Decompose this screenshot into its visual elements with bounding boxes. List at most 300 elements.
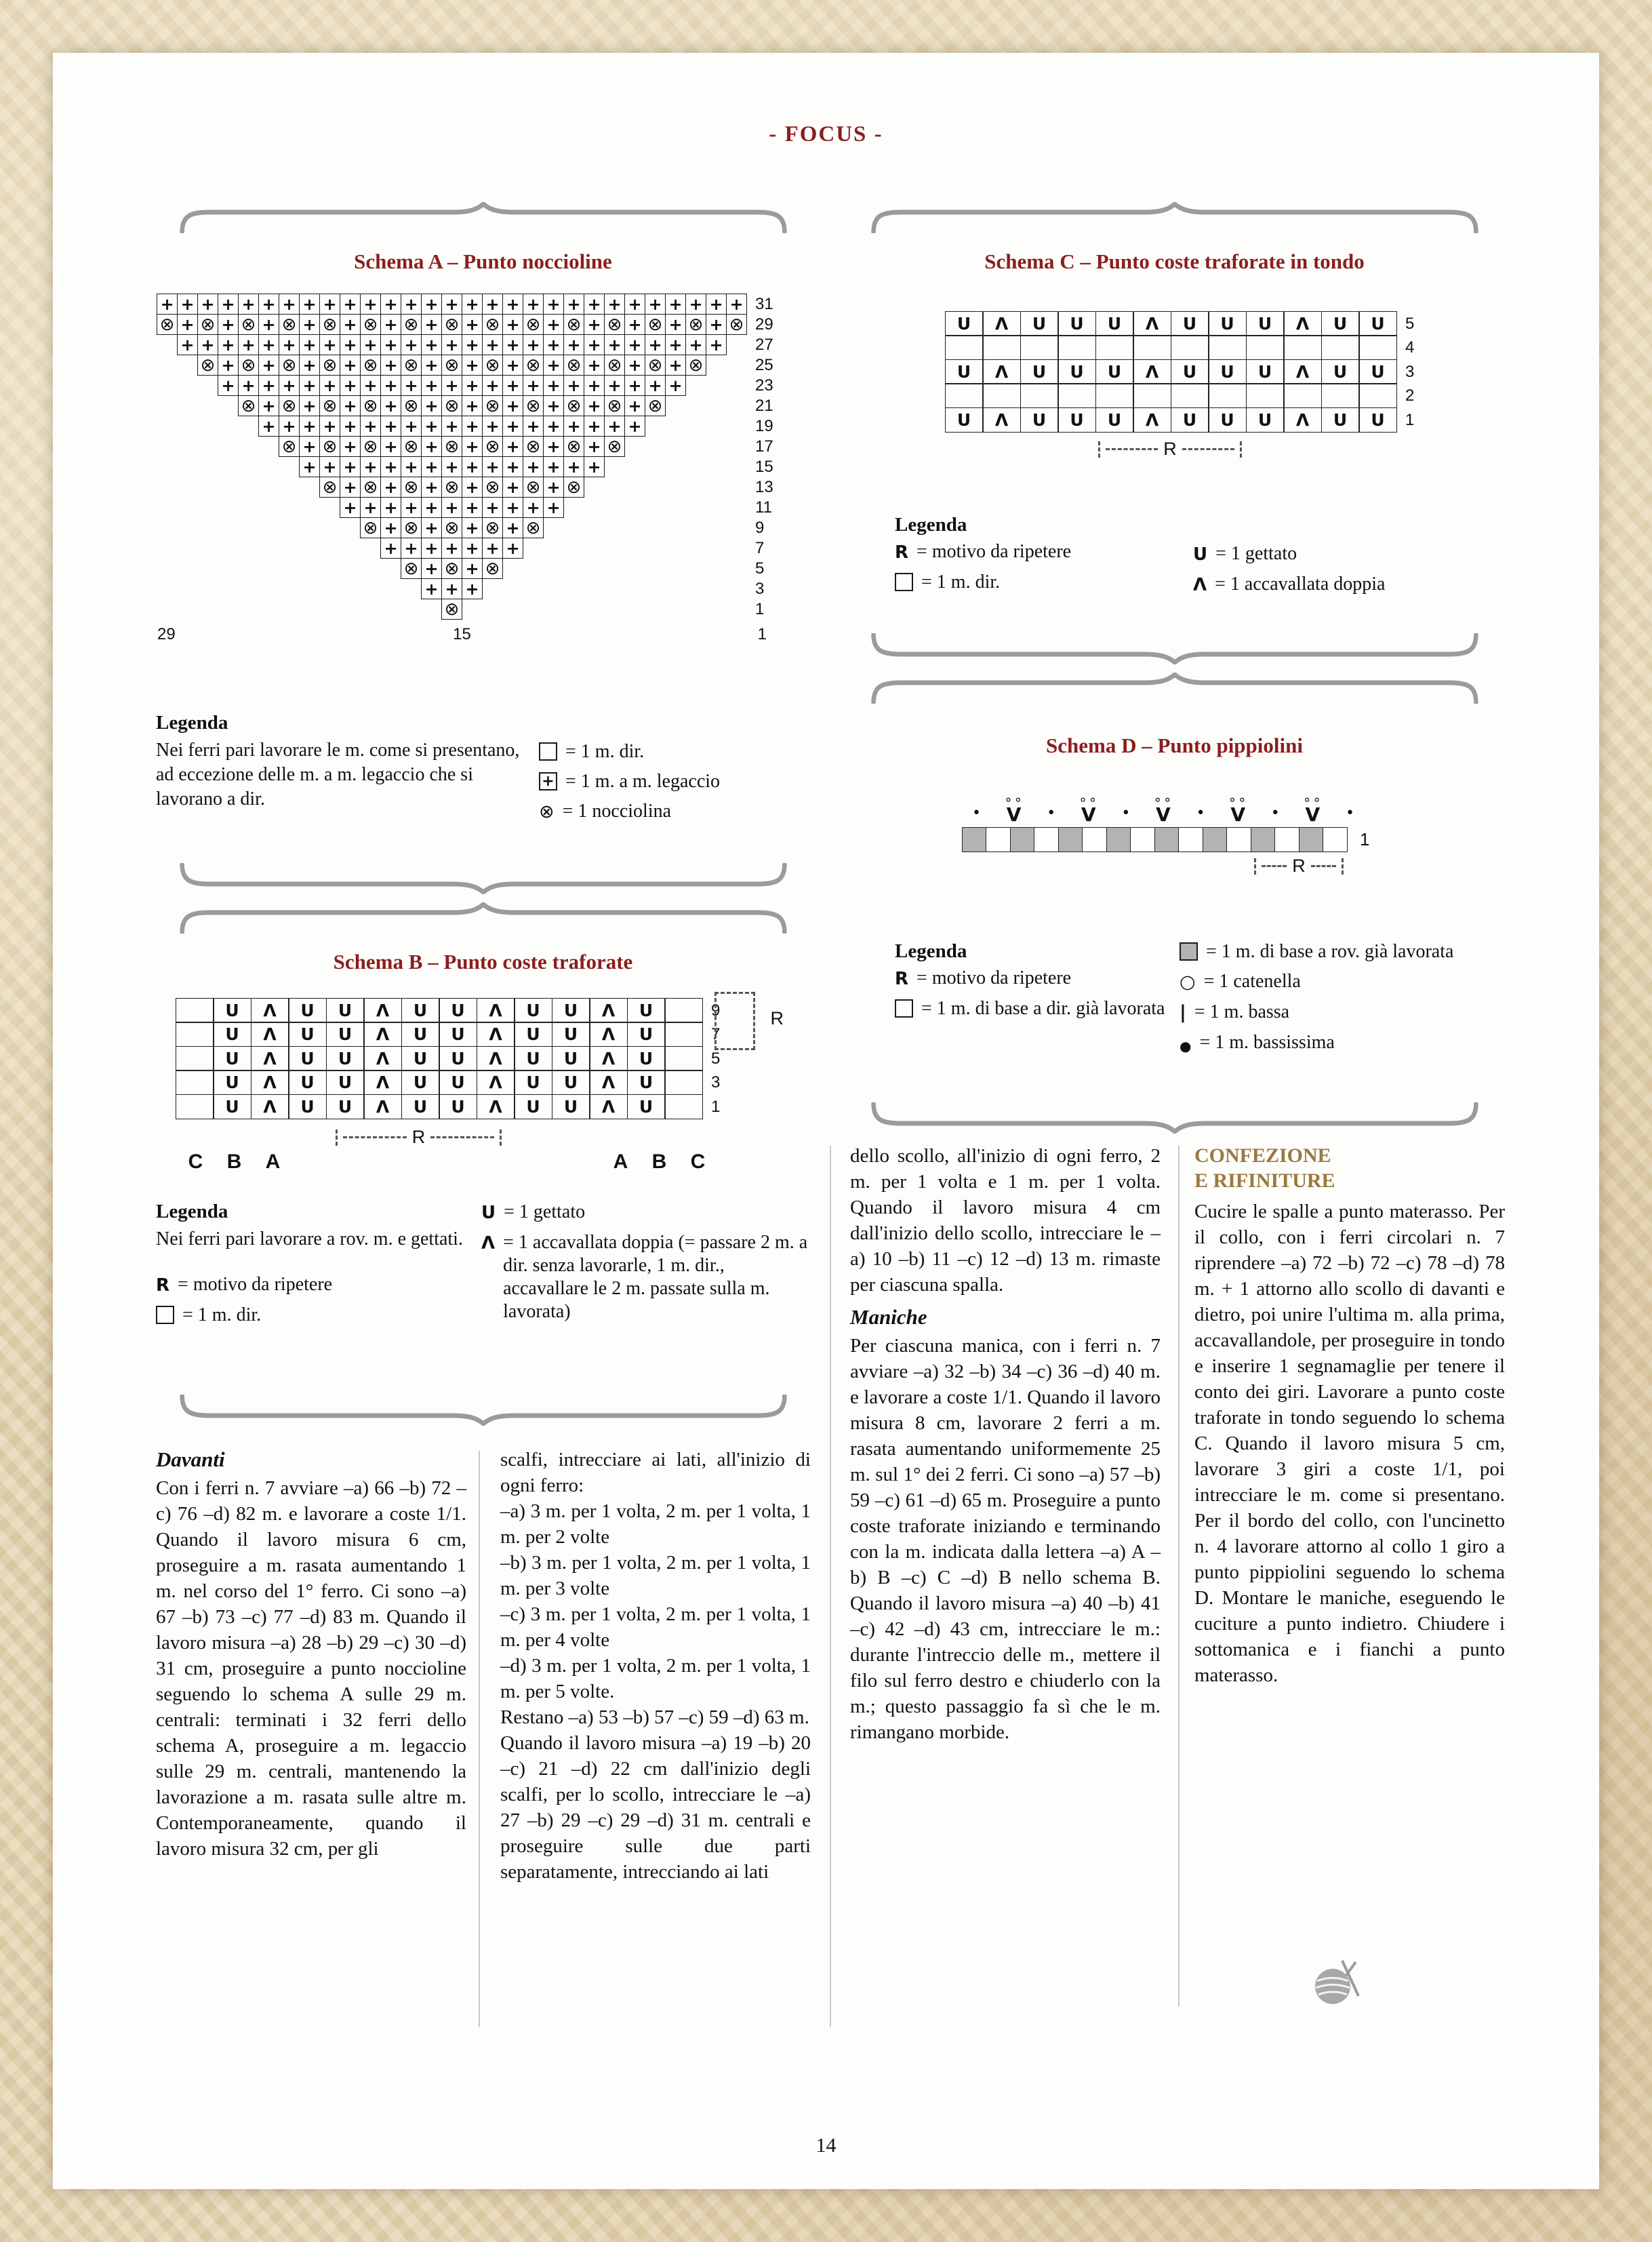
- garter-cell: +: [380, 314, 401, 335]
- chart-spacer: [665, 477, 686, 498]
- chart-spacer: [340, 517, 361, 538]
- slip-stitch-icon: ●: [1180, 1037, 1192, 1054]
- brace-top-icon: [178, 902, 788, 934]
- chart-spacer: [299, 517, 320, 538]
- garter-cell: +: [421, 578, 442, 599]
- garter-cell: +: [360, 294, 381, 315]
- chart-row: [157, 477, 810, 498]
- garter-cell: +: [380, 355, 401, 376]
- garter-cell: +: [299, 314, 320, 335]
- paragraph: Quando il lavoro misura –a) 19 –b) 20 –c) 21 –d) 22 cm dall'inizio degli scalfi, per lo scollo, intrecciare le –a) 27 –b) 29 –c) 29 –d) 31 m. centrali e proseguire sulle due parti separatamente, intrecciando ai lati: [500, 1732, 811, 1883]
- knit-cell: [1208, 335, 1247, 360]
- bracket-dash: [343, 1136, 407, 1138]
- chart-row: [157, 538, 810, 559]
- knit-cell: [1095, 335, 1134, 360]
- chart-spacer: [360, 538, 381, 559]
- knit-square-icon: [895, 999, 913, 1018]
- garter-cell: +: [523, 497, 544, 518]
- garter-cell: +: [482, 294, 503, 315]
- chart-spacer: [279, 497, 300, 518]
- garter-cell: +: [340, 355, 361, 376]
- chart-row: [176, 999, 752, 1023]
- knit-cell: [1171, 383, 1209, 408]
- chart-spacer: [177, 456, 198, 477]
- garter-cell: +: [685, 334, 706, 355]
- bobble-cell: ⊗: [482, 558, 503, 579]
- chart-spacer: [645, 477, 666, 498]
- garter-cell: +: [543, 395, 564, 416]
- row-number: 5: [1405, 314, 1415, 333]
- garter-cell: +: [441, 334, 462, 355]
- chart-spacer: [218, 416, 239, 437]
- decrease-cell: Λ: [251, 1046, 289, 1071]
- chart-spacer: [197, 477, 218, 498]
- bobble-cell: ⊗: [279, 436, 300, 457]
- garter-cell: +: [584, 314, 605, 335]
- decrease-cell: Λ: [477, 1070, 515, 1095]
- chart-spacer: [624, 436, 645, 457]
- garter-cell: +: [380, 294, 401, 315]
- column-divider: [830, 1146, 831, 2027]
- yarnover-cell: U: [945, 311, 984, 336]
- garter-cell: +: [502, 334, 523, 355]
- page-header: - FOCUS -: [769, 122, 883, 146]
- chart-spacer: [726, 334, 747, 355]
- decrease-cell: Λ: [1133, 407, 1171, 433]
- garter-cell: +: [462, 538, 483, 559]
- garter-cell: +: [380, 538, 401, 559]
- yarnover-cell: U: [514, 998, 552, 1023]
- chart-spacer: [238, 456, 259, 477]
- chart-spacer: [238, 416, 259, 437]
- chart-spacer: [258, 477, 279, 498]
- chart-spacer: [238, 578, 259, 599]
- chart-spacer: [624, 538, 645, 559]
- bobble-cell: ⊗: [360, 517, 381, 538]
- chart-row: [946, 312, 1502, 336]
- garter-cell: +: [258, 395, 279, 416]
- garter-cell: +: [523, 456, 544, 477]
- knit-cell: [1246, 335, 1285, 360]
- garter-cell: +: [380, 477, 401, 498]
- chart-spacer: [706, 355, 727, 376]
- legend-heading: Legenda: [156, 1200, 228, 1222]
- legend-text: = 1 nocciolina: [562, 801, 672, 822]
- brace-top-icon: [178, 202, 788, 233]
- garter-cell: +: [584, 375, 605, 396]
- garter-cell: +: [401, 538, 422, 559]
- chart-spacer: [380, 599, 401, 620]
- row-number: 21: [755, 397, 773, 415]
- yarnover-cell: U: [1057, 311, 1096, 336]
- chart-spacer: [604, 599, 625, 620]
- yarnover-cell: U: [439, 1046, 477, 1071]
- schema-c-repeat-bracket: [1098, 438, 1242, 461]
- garter-cell: +: [441, 416, 462, 437]
- knit-cell: [1171, 335, 1209, 360]
- decrease-cell: Λ: [477, 998, 515, 1023]
- knit-cell: [176, 1094, 214, 1119]
- garter-cell: +: [624, 314, 645, 335]
- yarnover-cell: U: [1095, 311, 1134, 336]
- chart-spacer: [645, 456, 666, 477]
- yarnover-cell: U: [552, 1046, 590, 1071]
- decrease-cell: Λ: [982, 407, 1021, 433]
- chart-spacer: [157, 334, 178, 355]
- garter-cell: +: [482, 538, 503, 559]
- chart-spacer: [197, 599, 218, 620]
- bobble-cell: ⊗: [563, 314, 584, 335]
- schema-d-repeat-bracket: [1254, 855, 1344, 878]
- legend-item: [895, 997, 1166, 1020]
- garter-cell: +: [523, 375, 544, 396]
- yarnover-cell: U: [1020, 311, 1059, 336]
- yarnover-cell: U: [288, 1094, 327, 1119]
- garter-cell: +: [218, 355, 239, 376]
- davanti-heading: Davanti: [156, 1447, 225, 1471]
- bobble-cell: ⊗: [645, 395, 666, 416]
- chart-row: [157, 294, 810, 315]
- dot-icon: •: [1196, 804, 1205, 822]
- chart-row: [157, 518, 810, 538]
- chart-spacer: [665, 395, 686, 416]
- garter-cell: +: [502, 538, 523, 559]
- bobble-cell: ⊗: [441, 599, 462, 620]
- chart-spacer: [543, 538, 564, 559]
- decrease-cell: Λ: [589, 1022, 628, 1047]
- legend-heading: Legenda: [895, 940, 967, 962]
- bobble-cell: ⊗: [401, 355, 422, 376]
- decrease-cell: Λ: [477, 1094, 515, 1119]
- paragraph: Restano –a) 53 –b) 57 –c) 59 –d) 63 m.: [500, 1706, 809, 1728]
- legend-symbols: [1193, 542, 1502, 603]
- legend-item: [1180, 1001, 1502, 1024]
- yarnover-cell: U: [1095, 407, 1134, 433]
- garter-cell: +: [563, 456, 584, 477]
- garter-cell: +: [462, 416, 483, 437]
- yarnover-cell: U: [1208, 407, 1247, 433]
- legend-item: [481, 1231, 810, 1323]
- dot-icon: •: [1345, 804, 1354, 822]
- chart-spacer: [706, 497, 727, 518]
- knit-cell: [1133, 335, 1171, 360]
- garter-cell: +: [624, 294, 645, 315]
- garter-cell: +: [624, 395, 645, 416]
- bracket-dash: [1106, 448, 1158, 450]
- garter-cell: +: [462, 436, 483, 457]
- chart-spacer: [197, 456, 218, 477]
- purl-base-cell: [1106, 827, 1131, 852]
- chart-spacer: [685, 456, 706, 477]
- yarnover-cell: U: [514, 1070, 552, 1095]
- row-number: 23: [755, 376, 773, 395]
- purl-base-cell: [1010, 827, 1035, 852]
- bobble-cell: ⊗: [197, 314, 218, 335]
- decrease-cell: Λ: [477, 1046, 515, 1071]
- schema-b-chart: [176, 999, 752, 1119]
- yarnover-cell: U: [213, 1094, 251, 1119]
- yarnover-cell: U: [288, 1046, 327, 1071]
- decrease-cell: Λ: [982, 311, 1021, 336]
- bobble-cell: ⊗: [563, 477, 584, 498]
- chart-spacer: [645, 517, 666, 538]
- garter-cell: +: [584, 456, 605, 477]
- chart-spacer: [258, 599, 279, 620]
- knit-cell: [664, 1070, 703, 1095]
- chart-spacer: [624, 497, 645, 518]
- chart-spacer: [157, 599, 178, 620]
- garter-cell: +: [401, 294, 422, 315]
- schema-a-bottom-labels: [157, 625, 767, 647]
- garter-cell: +: [380, 517, 401, 538]
- chart-row: [157, 599, 810, 620]
- chart-spacer: [218, 578, 239, 599]
- chart-spacer: [279, 456, 300, 477]
- yarnover-cell: U: [1246, 359, 1285, 384]
- garter-cell: +: [319, 294, 340, 315]
- chart-spacer: [360, 578, 381, 599]
- chart-spacer: [197, 436, 218, 457]
- row-number: 27: [755, 336, 773, 354]
- chart-spacer: [197, 395, 218, 416]
- bobble-icon: ⊗: [539, 801, 555, 822]
- yarnover-cell: U: [1057, 407, 1096, 433]
- row-repeat-dashed-box: [714, 992, 755, 1050]
- row-number: 29: [755, 315, 773, 334]
- knit-cell: [1321, 383, 1360, 408]
- brace-bottom-icon: [870, 633, 1480, 664]
- chart-spacer: [523, 558, 544, 579]
- garter-cell: +: [380, 395, 401, 416]
- chart-spacer: [726, 355, 747, 376]
- knit-square-icon: [156, 1306, 174, 1324]
- chart-spacer: [238, 538, 259, 559]
- garter-cell: +: [543, 497, 564, 518]
- paragraph: Per ciascuna manica, con i ferri n. 7 avviare –a) 32 –b) 34 –c) 36 –d) 40 m. e lavorare a coste 1/1. Quando il lavoro misura 8 cm, lavorare 2 ferri a m. rasata aumentando uniformemente 25 m. sul 1° dei 2 ferri. Ci sono –a) 57 –b) 59 –c) 61 –d) 65 m. Proseguire a punto coste traforate iniziando e terminando con la m. indicata dalla lettera –a) A –b) B –c) C –d) B nello schema B. Quando il lavoro misura –a) 40 –b) 41 –c) 42 –d) 43 cm, intrecciare le m.: durante l'intreccio delle m., mettere il filo sul ferro destro e chiuderlo con la m.; questo passaggio fa sì che le m. rimangano morbide.: [850, 1335, 1161, 1743]
- chart-spacer: [177, 599, 198, 620]
- yarnover-cell: U: [288, 1070, 327, 1095]
- legend-symbols: [895, 967, 1166, 1020]
- chart-spacer: [726, 416, 747, 437]
- chart-spacer: [258, 538, 279, 559]
- single-crochet-icon: |: [1180, 1001, 1186, 1023]
- chart-row: [157, 335, 810, 355]
- legend-item: [156, 1273, 465, 1297]
- garter-cell: +: [523, 416, 544, 437]
- knit-base-cell: [1034, 827, 1059, 852]
- yarnover-cell: U: [1171, 311, 1209, 336]
- knit-cell: [664, 1094, 703, 1119]
- garter-cell: +: [340, 375, 361, 396]
- chart-row: [157, 559, 810, 579]
- chart-spacer: [706, 436, 727, 457]
- bobble-cell: ⊗: [401, 395, 422, 416]
- bobble-cell: ⊗: [482, 314, 503, 335]
- chart-spacer: [177, 578, 198, 599]
- chart-row: [946, 384, 1502, 409]
- schema-a-title: Schema A – Punto noccioline: [354, 249, 612, 273]
- row-number: 15: [755, 458, 773, 476]
- garter-cell: +: [543, 355, 564, 376]
- column-letter: B: [226, 1150, 242, 1173]
- garter-cell: +: [279, 416, 300, 437]
- row-number: 3: [711, 1073, 721, 1092]
- garter-cell: +: [421, 436, 442, 457]
- chart-spacer: [299, 558, 320, 579]
- garter-cell: +: [421, 375, 442, 396]
- article-column-2: [500, 1447, 811, 1885]
- bobble-cell: ⊗: [441, 558, 462, 579]
- bobble-cell: ⊗: [319, 355, 340, 376]
- chart-spacer: [157, 477, 178, 498]
- row-number: 3: [1405, 362, 1415, 381]
- chart-row: [157, 416, 810, 437]
- knit-square-icon: [539, 742, 557, 761]
- purl-base-cell: [1154, 827, 1180, 852]
- legend-text: = 1 m. di base a rov. già lavorata: [1206, 940, 1454, 962]
- garter-cell: +: [462, 314, 483, 335]
- chart-spacer: [299, 477, 320, 498]
- yarnover-cell: U: [945, 407, 984, 433]
- bobble-cell: ⊗: [319, 395, 340, 416]
- garter-cell: +: [584, 436, 605, 457]
- bobble-cell: ⊗: [685, 314, 706, 335]
- yarnover-cell: U: [1321, 359, 1360, 384]
- garter-cell: +: [441, 294, 462, 315]
- bobble-cell: ⊗: [441, 517, 462, 538]
- stitch-number: 15: [453, 625, 471, 643]
- paragraph: –d) 3 m. per 1 volta, 2 m. per 1 volta, 1 m. per 5 volte.: [500, 1655, 811, 1702]
- garter-cell: +: [299, 436, 320, 457]
- decrease-cell: Λ: [1283, 407, 1322, 433]
- row-number: 2: [1405, 386, 1415, 405]
- garter-cell: +: [340, 334, 361, 355]
- bobble-cell: ⊗: [401, 477, 422, 498]
- chart-spacer: [421, 599, 442, 620]
- yarnover-cell: U: [1358, 311, 1397, 336]
- knit-cell: [1283, 383, 1322, 408]
- bobble-cell: ⊗: [441, 477, 462, 498]
- repeat-letter: R: [895, 542, 909, 563]
- chart-spacer: [279, 538, 300, 559]
- knit-cell: [176, 998, 214, 1023]
- column-letter: B: [651, 1150, 667, 1173]
- purl-base-cell: [1203, 827, 1228, 852]
- chart-spacer: [706, 375, 727, 396]
- garter-cell: +: [665, 375, 686, 396]
- garter-cell: +: [421, 416, 442, 437]
- magazine-page: [53, 53, 1599, 2189]
- yarnover-cell: U: [213, 1070, 251, 1095]
- chart-spacer: [706, 395, 727, 416]
- chart-spacer: [340, 558, 361, 579]
- picot-icon: ∘∘ V: [1302, 790, 1323, 826]
- yarnover-cell: U: [1208, 311, 1247, 336]
- garter-cell: +: [624, 334, 645, 355]
- chart-spacer: [685, 416, 706, 437]
- knit-base-cell: [986, 827, 1011, 852]
- yarnover-cell: U: [439, 998, 477, 1023]
- garter-cell: +: [238, 294, 259, 315]
- garter-cell: +: [584, 334, 605, 355]
- chart-row: [157, 457, 810, 477]
- picot-icon: ∘∘ V: [1079, 790, 1099, 826]
- garter-cell: +: [685, 294, 706, 315]
- chart-row: [157, 355, 810, 376]
- decrease-cell: Λ: [251, 998, 289, 1023]
- garter-cell: +: [238, 334, 259, 355]
- garter-cell: +: [645, 334, 666, 355]
- chart-spacer: [543, 578, 564, 599]
- garter-cell: +: [360, 416, 381, 437]
- schema-d-picot-row: [963, 782, 1364, 824]
- bobble-cell: ⊗: [563, 436, 584, 457]
- garter-cell: +: [604, 294, 625, 315]
- garter-cell: +: [319, 375, 340, 396]
- chart-spacer: [360, 558, 381, 579]
- garter-cell: +: [401, 416, 422, 437]
- column-letter: C: [188, 1150, 203, 1173]
- row-number: 7: [711, 1025, 721, 1044]
- chart-spacer: [645, 497, 666, 518]
- chart-spacer: [706, 416, 727, 437]
- garter-cell: +: [340, 436, 361, 457]
- chart-spacer: [584, 538, 605, 559]
- bobble-cell: ⊗: [726, 314, 747, 335]
- bobble-cell: ⊗: [238, 314, 259, 335]
- garter-cell: +: [177, 294, 198, 315]
- knit-cell: [982, 335, 1021, 360]
- chart-spacer: [258, 558, 279, 579]
- garter-cell: +: [380, 497, 401, 518]
- bracket-dash: [430, 1136, 494, 1138]
- yarnover-cell: U: [326, 1022, 365, 1047]
- legend-text: = 1 accavallata doppia (= passare 2 m. a dir. senza lavorarle, 1 m. dir., accavallare le 2 m. passate sulla m. lavorata): [503, 1231, 808, 1322]
- garter-cell: +: [279, 334, 300, 355]
- chart-spacer: [218, 456, 239, 477]
- letters-left: [176, 1150, 292, 1174]
- yarnover-cell: U: [1321, 407, 1360, 433]
- purl-base-cell: [1299, 827, 1324, 852]
- chart-row: [176, 1071, 752, 1096]
- chart-spacer: [726, 497, 747, 518]
- garter-cell: +: [380, 416, 401, 437]
- garter-cell: +: [665, 314, 686, 335]
- row-number: 3: [755, 580, 765, 598]
- bobble-cell: ⊗: [563, 355, 584, 376]
- yarnover-cell: U: [439, 1022, 477, 1047]
- row-number: 1: [1360, 828, 1370, 849]
- chart-spacer: [482, 599, 503, 620]
- knit-cell: [1208, 383, 1247, 408]
- garter-cell: +: [502, 355, 523, 376]
- garter-cell: +: [197, 334, 218, 355]
- chart-spacer: [604, 538, 625, 559]
- bobble-cell: ⊗: [523, 355, 544, 376]
- chart-spacer: [645, 558, 666, 579]
- chart-spacer: [238, 599, 259, 620]
- garter-cell: +: [380, 334, 401, 355]
- garter-cell: +: [340, 395, 361, 416]
- repeat-letter: R: [156, 1275, 170, 1296]
- schema-b-legend: [156, 1201, 810, 1334]
- legend-text: = 1 m. a m. legaccio: [565, 771, 721, 792]
- purl-base-cell: [1058, 827, 1083, 852]
- yarnover-cell: U: [627, 1094, 666, 1119]
- garter-cell: +: [380, 375, 401, 396]
- bobble-cell: ⊗: [360, 395, 381, 416]
- chart-spacer: [645, 599, 666, 620]
